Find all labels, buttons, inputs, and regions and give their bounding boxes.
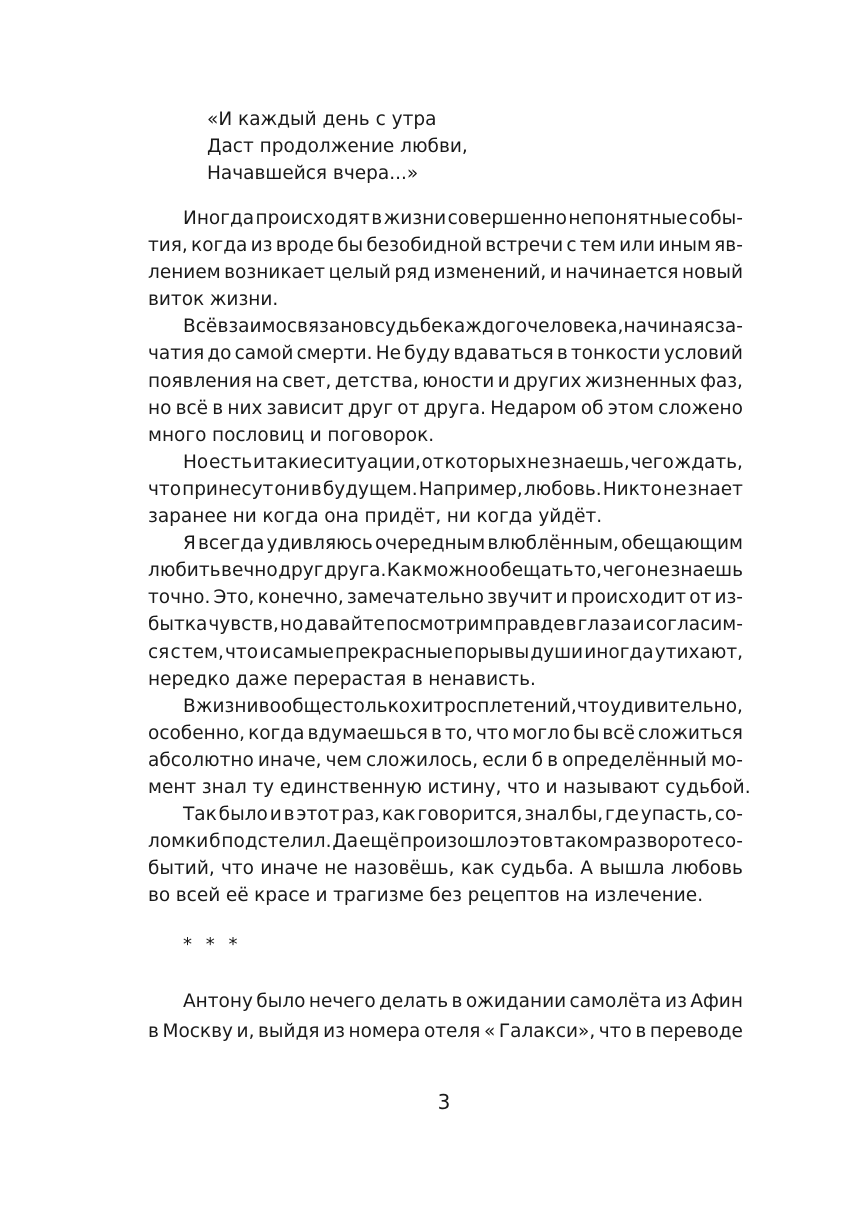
word: этот <box>296 804 340 826</box>
word: которых <box>444 451 527 473</box>
word: ломки <box>148 831 209 853</box>
word: пословиц <box>211 424 305 446</box>
word: и <box>632 614 645 636</box>
word: подстелил. <box>221 831 332 853</box>
word: жизни. <box>209 289 279 311</box>
word: со- <box>714 831 743 853</box>
word: них <box>227 397 263 419</box>
word: посмотрим <box>385 614 494 636</box>
word: вдаваться <box>453 343 554 365</box>
word: всегда <box>198 533 265 555</box>
word: этом <box>607 397 654 419</box>
word: Всё <box>183 316 218 338</box>
text-line <box>148 313 743 340</box>
word: всей <box>175 885 221 907</box>
text-line <box>148 232 743 259</box>
word: как <box>460 858 495 880</box>
word: ненависть. <box>428 668 536 690</box>
word: всё <box>602 722 635 744</box>
epigraph-poem <box>207 106 468 187</box>
word: раз, <box>341 804 381 826</box>
word: на <box>565 885 589 907</box>
word: об <box>580 397 604 419</box>
word: лением <box>148 262 221 284</box>
word: виток <box>148 289 205 311</box>
word: начиная <box>623 316 705 338</box>
word: когда <box>191 235 248 257</box>
word: согласим- <box>645 614 743 636</box>
word: столько <box>332 695 411 717</box>
word: и <box>549 262 562 284</box>
word: не <box>527 451 551 473</box>
word: но <box>279 614 304 636</box>
word: есть <box>208 451 253 473</box>
word: во <box>148 885 171 907</box>
word: красе <box>254 885 310 907</box>
word: Афин <box>690 991 743 1012</box>
word: таком <box>554 831 613 853</box>
word: рецептов <box>467 885 560 907</box>
word: звучит <box>487 587 553 609</box>
word: смерти. <box>296 343 373 365</box>
text-line <box>148 530 743 557</box>
word: в <box>556 343 568 365</box>
word: что <box>220 858 254 880</box>
word: номера <box>348 1021 421 1042</box>
word: встречи <box>485 235 564 257</box>
word: чувств, <box>208 614 279 636</box>
word: что <box>598 1021 632 1042</box>
word: глаза <box>577 614 632 636</box>
word: излечение. <box>594 885 704 907</box>
word: не <box>324 858 348 880</box>
word: или <box>619 235 656 257</box>
text-line <box>148 422 743 449</box>
word: Например, <box>418 478 523 500</box>
word: от <box>397 397 420 419</box>
word: в <box>635 1021 647 1042</box>
continued-text <box>148 987 743 1047</box>
word: Это, <box>213 587 255 609</box>
word: принесут <box>182 478 274 500</box>
word: влюблённым, <box>487 533 619 555</box>
text-line <box>148 205 743 232</box>
word: фаз, <box>700 370 743 392</box>
word: утихают, <box>654 641 743 663</box>
text-line <box>148 557 743 584</box>
text-line <box>148 693 743 720</box>
word: судьба. <box>500 858 575 880</box>
word: тия, <box>148 235 188 257</box>
text-line <box>148 747 743 774</box>
poem-line: «И каждый день с утра <box>207 109 437 130</box>
text-line <box>148 611 743 638</box>
word: не <box>662 478 687 500</box>
word: в <box>451 991 463 1012</box>
word: взаимосвязано <box>217 316 364 338</box>
word: Но <box>183 451 209 473</box>
text-line <box>148 666 743 693</box>
word: произошло <box>400 831 509 853</box>
word: говорится, <box>417 804 523 826</box>
word: мент <box>148 776 197 798</box>
word: в <box>411 668 423 690</box>
word: ряд <box>394 262 431 284</box>
word: не <box>646 560 670 582</box>
section-separator: * * * <box>183 934 242 955</box>
word: бытка <box>148 614 208 636</box>
word: придёт, <box>364 506 442 528</box>
word: любить <box>148 560 221 582</box>
word: и <box>315 885 328 907</box>
word: иначе, <box>257 749 322 771</box>
word: вечно <box>221 560 278 582</box>
text-line <box>148 882 743 909</box>
word: ся <box>148 641 170 663</box>
word: в <box>430 722 442 744</box>
word: Не <box>375 343 401 365</box>
word: сложено <box>658 397 743 419</box>
word: удивительно, <box>610 695 743 717</box>
word: из <box>665 991 687 1012</box>
word: упасть, <box>640 804 713 826</box>
word: друг <box>347 397 394 419</box>
word: когда <box>248 722 305 744</box>
word: её <box>225 885 249 907</box>
word: Никто <box>602 478 662 500</box>
word: что <box>506 776 540 798</box>
word: бы <box>573 722 600 744</box>
text-line <box>148 828 743 855</box>
word: жизненных <box>584 370 697 392</box>
word: целый <box>328 262 391 284</box>
word: делать <box>379 991 449 1012</box>
word: она <box>324 506 359 528</box>
word: отеля <box>423 1021 481 1042</box>
word: ни <box>232 506 257 528</box>
word: чего <box>630 451 674 473</box>
word: за- <box>715 316 743 338</box>
word: тонкости <box>570 343 661 365</box>
word: Галакси», <box>498 1021 596 1042</box>
word: ту <box>252 776 275 798</box>
word: чем <box>325 749 362 771</box>
word: самолёта <box>569 991 662 1012</box>
word: собы- <box>688 208 743 229</box>
word: в <box>547 749 559 771</box>
word: свет, <box>282 370 332 392</box>
word: условий <box>663 343 743 365</box>
text-line <box>148 395 743 422</box>
word: правде <box>494 614 565 636</box>
word: « <box>483 1021 496 1042</box>
word: можно <box>423 560 489 582</box>
word: очередным <box>374 533 486 555</box>
word: что <box>225 641 259 663</box>
word: с <box>704 316 715 338</box>
text-line <box>148 774 751 801</box>
word: знаешь <box>670 560 743 582</box>
text-line <box>148 801 743 828</box>
word: поговорок. <box>327 424 435 446</box>
word: в <box>212 397 224 419</box>
text-line <box>148 639 743 666</box>
text-line <box>148 1017 743 1047</box>
word: бы <box>337 235 364 257</box>
word: со- <box>714 804 743 826</box>
poem-line: Начавшейся вчера...» <box>207 163 419 184</box>
word: появления <box>148 370 252 392</box>
word: обещающим <box>621 533 743 555</box>
word: замечательно <box>346 587 484 609</box>
word: когда <box>476 506 533 528</box>
poem-line: Даст продолжение любви, <box>207 136 468 157</box>
word: из <box>250 235 273 257</box>
word: В <box>183 695 196 717</box>
word: прекрасные <box>335 641 453 663</box>
word: Да <box>332 831 359 853</box>
word: возникает <box>224 262 326 284</box>
word: переводе <box>649 1021 743 1042</box>
word: с <box>170 641 181 663</box>
word: судьбе <box>374 316 443 338</box>
word: вышла <box>599 858 665 880</box>
word: самой <box>234 343 294 365</box>
word: называют <box>563 776 660 798</box>
word: единственную <box>279 776 422 798</box>
word: истину, <box>427 776 502 798</box>
word: то, <box>574 560 603 582</box>
word: знаешь, <box>551 451 630 473</box>
word: буду <box>404 343 451 365</box>
word: всё <box>175 397 209 419</box>
word: в <box>363 316 375 338</box>
word: развороте <box>613 831 714 853</box>
word: знал <box>201 776 247 798</box>
word: трагизме <box>333 885 424 907</box>
word: удивляюсь <box>266 533 373 555</box>
word: и, <box>236 1021 255 1042</box>
word: непонятные <box>568 208 688 229</box>
word: ситуации, <box>323 451 421 473</box>
word: друга. <box>423 397 486 419</box>
word: судьбой. <box>665 776 751 798</box>
word: от <box>421 451 444 473</box>
word: вообще <box>258 695 333 717</box>
text-line <box>148 259 743 286</box>
word: А <box>580 858 593 880</box>
word: сложиться <box>637 722 743 744</box>
word: иногда <box>584 641 654 663</box>
word: детства, <box>334 370 419 392</box>
word: друга. <box>323 560 387 582</box>
word: знал <box>524 804 570 826</box>
word: жизни <box>383 208 447 229</box>
word: иным <box>658 235 711 257</box>
word: нечего <box>308 991 376 1012</box>
word: хитросплетений, <box>410 695 577 717</box>
word: то, <box>444 722 473 744</box>
text-line <box>148 584 743 611</box>
word: давайте <box>304 614 385 636</box>
word: совершенно <box>447 208 567 229</box>
word: яв- <box>714 235 743 257</box>
word: и <box>545 776 558 798</box>
word: было <box>218 804 268 826</box>
word: юности <box>422 370 495 392</box>
word: в <box>371 208 383 229</box>
word: новый <box>682 262 743 284</box>
word: если <box>482 749 528 771</box>
word: бытий, <box>148 858 215 880</box>
word: происходит <box>570 587 687 609</box>
word: б <box>209 831 221 853</box>
word: выйдя <box>258 1021 320 1042</box>
word: иначе <box>260 858 318 880</box>
word: перерастая <box>293 668 407 690</box>
text-line <box>148 368 743 395</box>
text-line <box>148 476 743 503</box>
word: бы, <box>571 804 604 826</box>
word: в <box>565 614 577 636</box>
word: ни <box>446 506 471 528</box>
word: когда <box>262 506 319 528</box>
word: без <box>429 885 463 907</box>
word: чего <box>602 560 646 582</box>
word: безобидной <box>366 235 482 257</box>
word: даже <box>235 668 288 690</box>
word: где <box>605 804 639 826</box>
word: ожидании <box>465 991 567 1012</box>
word: жизни <box>195 695 259 717</box>
text-line <box>148 855 743 882</box>
word: до <box>207 343 232 365</box>
text-line <box>148 987 743 1017</box>
word: в <box>148 1021 159 1042</box>
word: что <box>476 722 510 744</box>
word: и <box>259 641 272 663</box>
word: порывы <box>453 641 530 663</box>
text-line <box>148 449 743 476</box>
word: изменений, <box>433 262 547 284</box>
word: уйдёт. <box>538 506 603 528</box>
word: каждого <box>442 316 528 338</box>
word: знает <box>687 478 743 500</box>
word: начинается <box>565 262 679 284</box>
word: любовь. <box>523 478 602 500</box>
word: происходят <box>255 208 370 229</box>
word: такие <box>265 451 323 473</box>
word: вдумаешься <box>307 722 428 744</box>
word: будущем. <box>322 478 418 500</box>
word: было <box>256 991 306 1012</box>
word: вроде <box>275 235 334 257</box>
word: б <box>531 749 544 771</box>
word: любовь <box>671 858 743 880</box>
word: конечно, <box>257 587 344 609</box>
word: мо- <box>710 749 743 771</box>
word: Антону <box>183 991 253 1012</box>
text-line <box>148 503 743 530</box>
word: Иногда <box>183 208 255 229</box>
word: других <box>513 370 582 392</box>
word: что <box>148 478 182 500</box>
word: назовёшь, <box>353 858 455 880</box>
word: человека, <box>527 316 624 338</box>
word: сложилось, <box>366 749 479 771</box>
word: обещать <box>488 560 574 582</box>
word: что <box>576 695 610 717</box>
word: но <box>148 397 172 419</box>
word: зависит <box>266 397 344 419</box>
word: и <box>269 804 282 826</box>
word: на <box>255 370 279 392</box>
word: Я <box>183 533 196 555</box>
word: могло <box>512 722 571 744</box>
word: Недаром <box>490 397 577 419</box>
word: с <box>566 235 577 257</box>
text-line <box>148 286 743 313</box>
word: от <box>689 587 712 609</box>
word: тем, <box>181 641 224 663</box>
word: друг <box>278 560 324 582</box>
word: это <box>509 831 542 853</box>
word: из- <box>714 587 743 609</box>
word: как <box>381 804 416 826</box>
page-number: 3 <box>437 1090 451 1114</box>
word: Как <box>386 560 423 582</box>
word: заранее <box>148 506 228 528</box>
word: в <box>310 478 322 500</box>
word: Москву <box>162 1021 233 1042</box>
word: точно. <box>148 587 211 609</box>
word: в <box>542 831 554 853</box>
word: ещё <box>358 831 400 853</box>
word: особенно, <box>148 722 245 744</box>
text-line <box>148 340 743 367</box>
word: и <box>555 587 568 609</box>
word: и <box>252 451 265 473</box>
word: души <box>530 641 584 663</box>
word: абсолютно <box>148 749 254 771</box>
word: определённый <box>562 749 707 771</box>
word: в <box>283 804 295 826</box>
word: и <box>309 424 322 446</box>
word: ждать, <box>674 451 743 473</box>
word: самые <box>272 641 334 663</box>
word: они <box>274 478 310 500</box>
word: много <box>148 424 207 446</box>
word: из <box>323 1021 345 1042</box>
text-line <box>148 720 743 747</box>
main-text <box>148 205 751 909</box>
word: чатия <box>148 343 205 365</box>
word: и <box>497 370 510 392</box>
word: Так <box>183 804 217 826</box>
word: нередко <box>148 668 230 690</box>
word: тем <box>579 235 616 257</box>
